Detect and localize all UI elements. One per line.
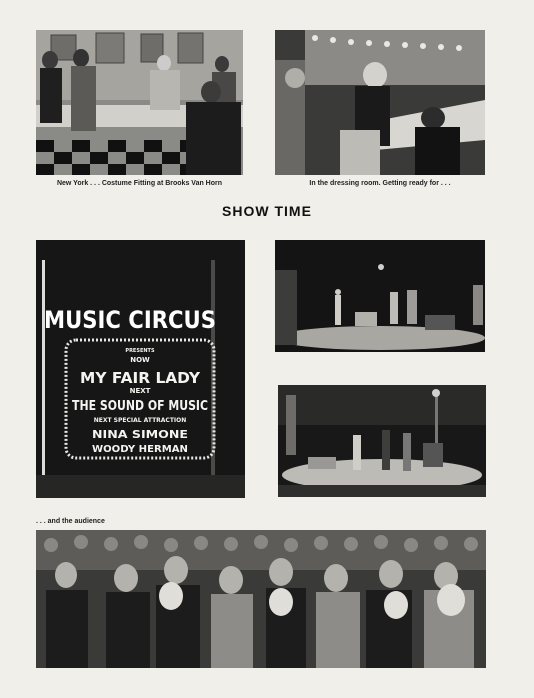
photo-stage-performance (275, 240, 485, 352)
marquee-next-show: THE SOUND OF MUSIC (72, 399, 208, 414)
photo-marquee (36, 240, 245, 498)
caption-dressing-room: In the dressing room. Getting ready for . . . (309, 180, 451, 187)
caption-audience: . . . and the audience (36, 518, 105, 525)
photo-dressing-room (275, 30, 485, 175)
caption-costume-fitting: New York . . . Costume Fitting at Brooks Van Horn (56, 180, 223, 187)
marquee-artist-1: NINA SIMONE (92, 428, 188, 441)
page-headline: SHOW TIME (222, 203, 312, 219)
marquee-artist-2: WOODY HERMAN (92, 444, 188, 455)
marquee-special: NEXT SPECIAL ATTRACTION (93, 417, 187, 424)
photo-audience (36, 530, 486, 668)
photo-arena-stage (278, 385, 486, 497)
marquee-now: NOW (130, 356, 150, 364)
marquee-presents: PRESENTS (125, 348, 155, 354)
marquee-current-show: MY FAIR LADY (80, 369, 202, 387)
photo-costume-fitting (36, 30, 243, 175)
marquee-sign: MUSIC CIRCUS (44, 306, 216, 334)
marquee-next: NEXT (129, 387, 151, 395)
